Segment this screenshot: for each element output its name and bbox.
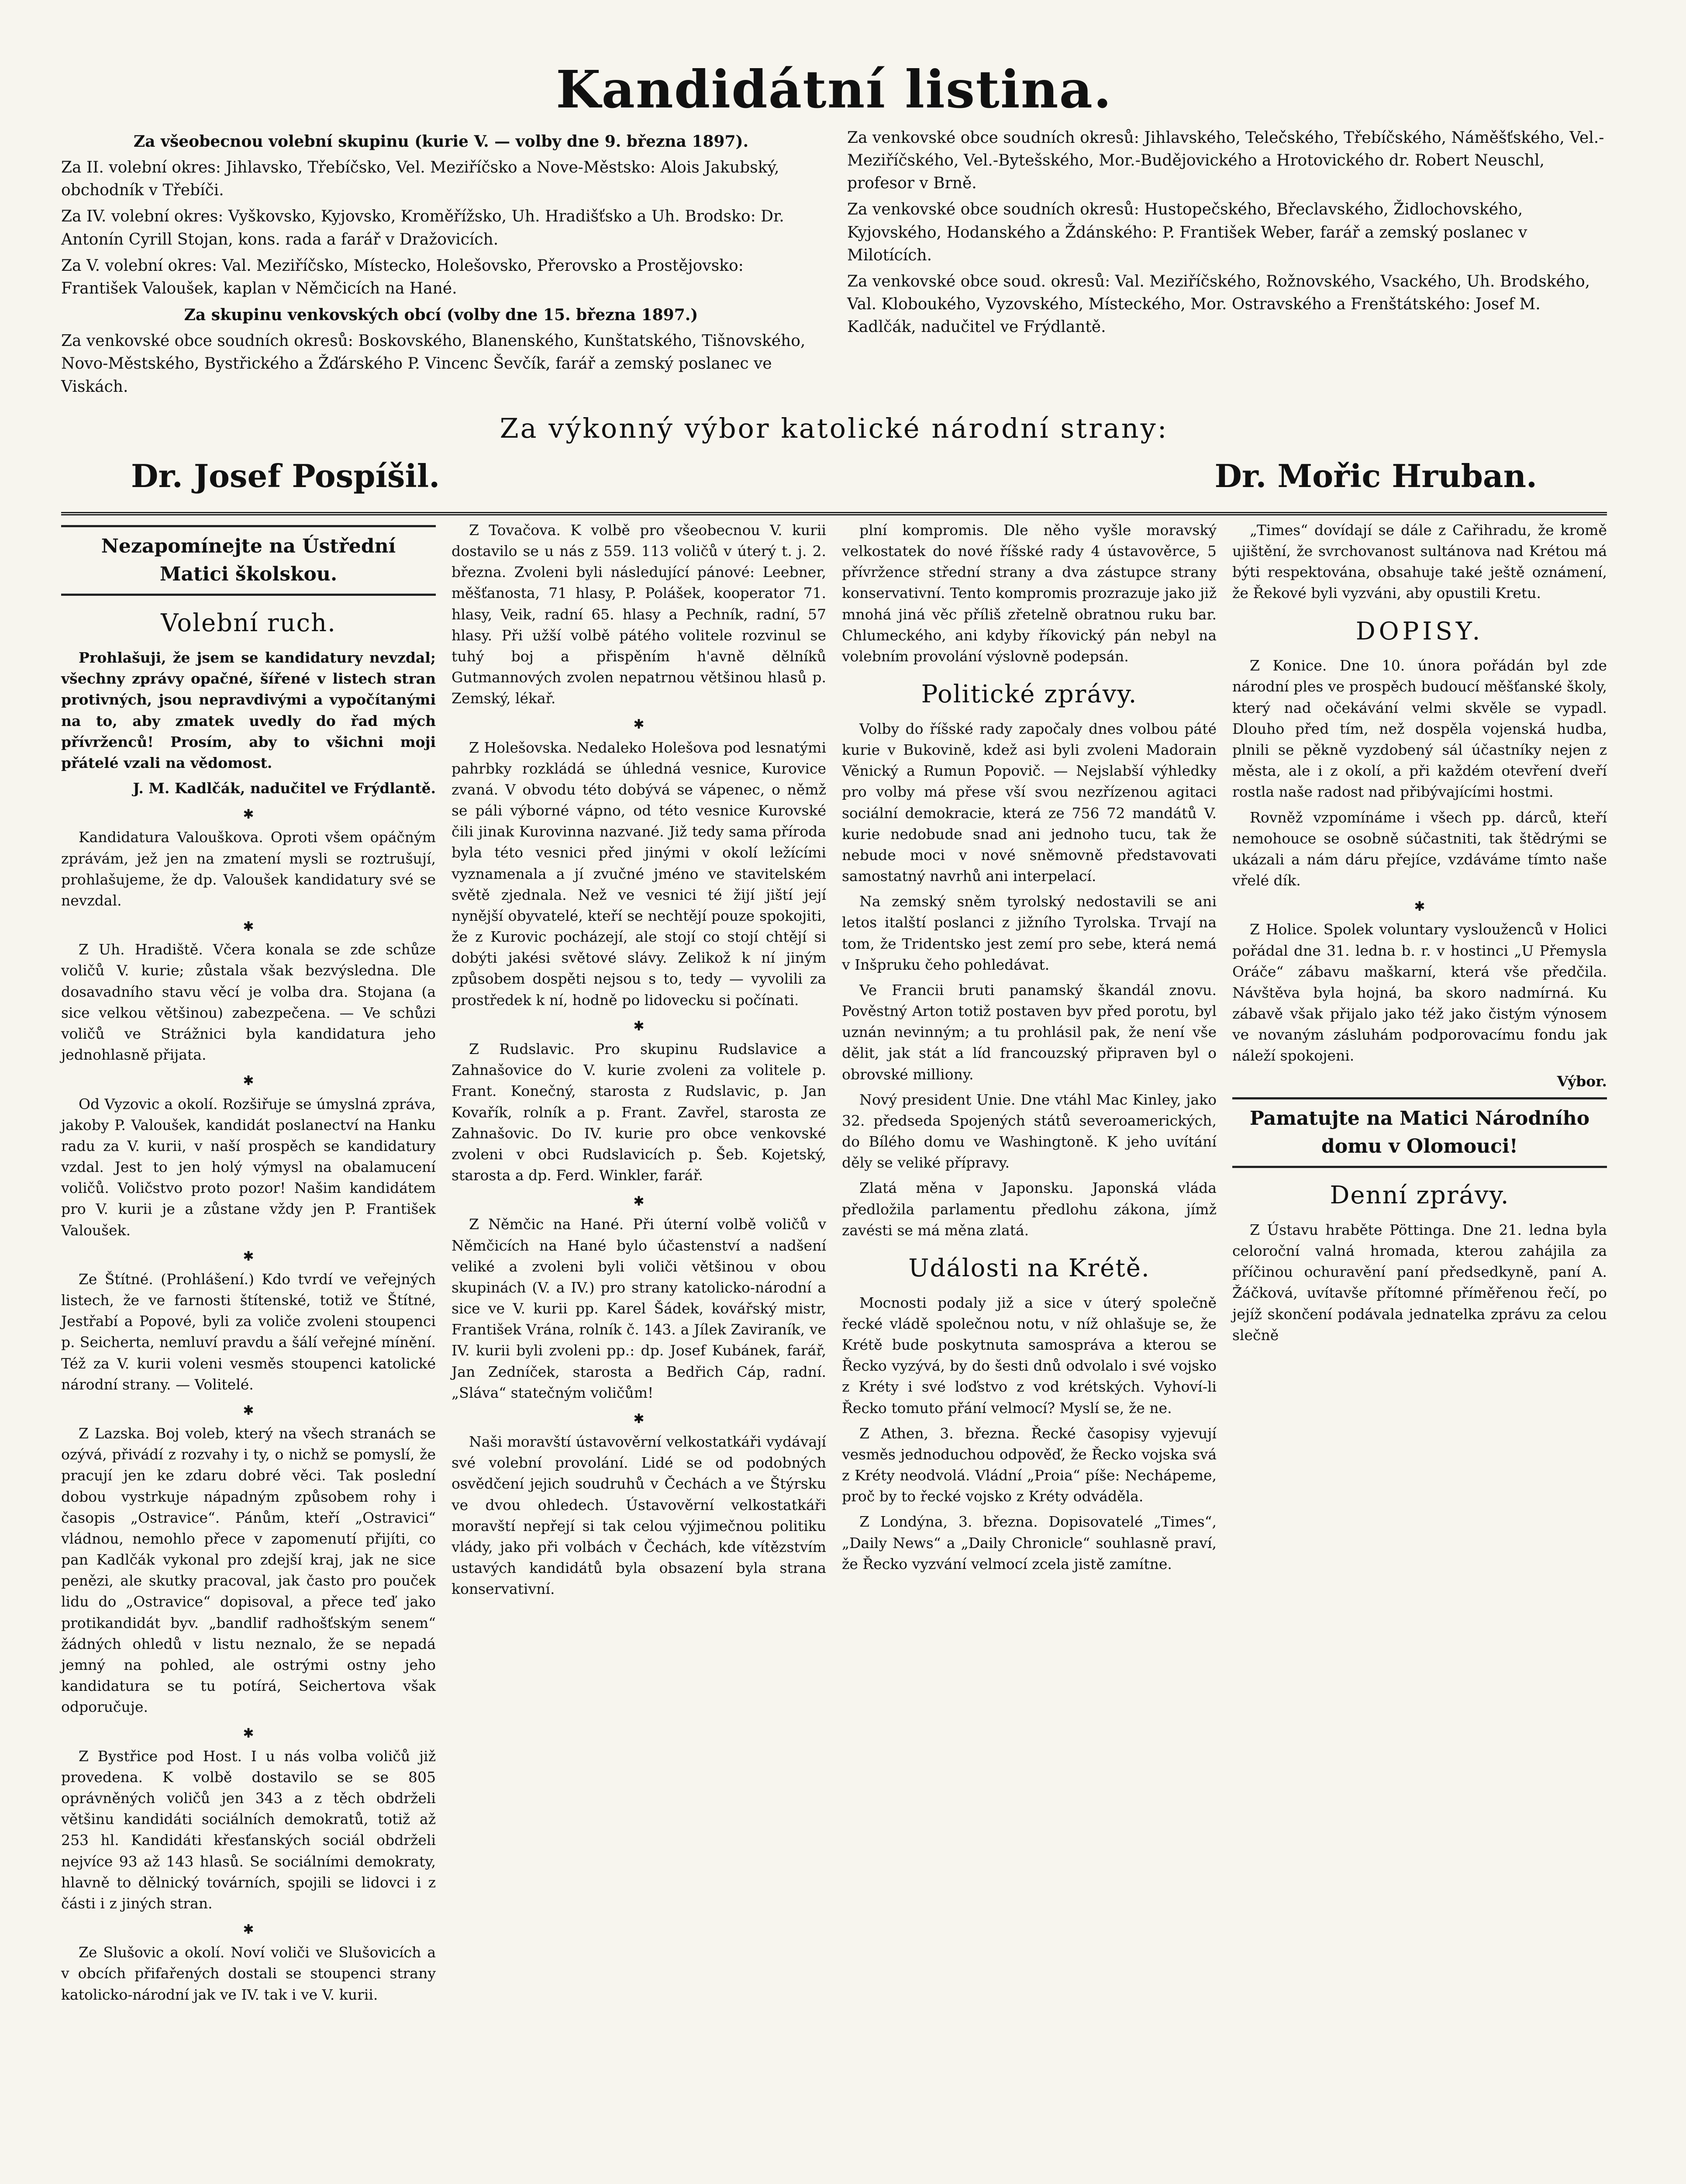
- candidate-entry: Za IV. volební okres: Vyškovsko, Kyjovsko, Kroměřížsko, Uh. Hradišťsko a Uh. Brodsko: Dr. Antonín Cyrill Stojan, kons. rada a farář v Dražovicích.: [61, 207, 784, 249]
- article-paragraph: Zlatá měna v Japonsku. Japonská vláda předložila parlamentu předlohu zákona, jímž zavésti se má měna zlatá.: [842, 1179, 1217, 1239]
- article-paragraph: Z Londýna, 3. března. Dopisovatelé „Times“, „Daily News“ a „Daily Chronicle“ souhlasně praví, že Řecko vyzvání velmocí zcela jistě zamítne.: [842, 1513, 1217, 1572]
- separator-star-icon: ✱: [243, 919, 254, 935]
- article-paragraph: Ze Slušovic a okolí. Noví voliči ve Slušovicích a v obcích přifařených dostali se stoupenci strany katolicko-národní jak ve IV. tak i ve V. kurii.: [61, 1944, 436, 2003]
- separator-star-icon: ✱: [243, 1248, 254, 1264]
- article-paragraph: Nový president Unie. Dne vtáhl Mac Kinley, jako 32. předseda Spojených států severoamerických, do Bílého domu ve Washingtoně. K jeho uvítání děly se veliké přípravy.: [842, 1091, 1217, 1171]
- article-paragraph: Prohlašuji, že jsem se kandidatury nevzdal; všechny zprávy opačné, šířené v listech stran protivných, jsou nepravdivými a vypočítanými na to, aby zmatek uvedly do řad mých přívrženců! Prosím, aby to všichni moji přátelé vzali na vědomost.: [61, 649, 436, 771]
- column-3: [842, 520, 1217, 2010]
- section-heading: Volební ruch.: [161, 609, 336, 638]
- article-paragraph: Z Tovačova. K volbě pro všeobecnou V. kurii dostavilo se u nás z 559. 113 voličů v úterý t. j. 2. března. Zvoleni byli následující pánové: Leebner, měšťanosta, 71 hlasy, P. Polášek, kooperator 71. hlasy, Veik, radní 65. hlasy a Pechník, radní, 57 hlasy. Při užší volbě pátého volitele rozvinul se tuhý boj a přispěním h'avně dělníků Gutmannových zvolen nepatrnou většinou hlasů p. Zemský, lékař.: [452, 521, 826, 707]
- article-signature: Výbor.: [1557, 1072, 1607, 1090]
- section-heading: Politické zprávy.: [921, 680, 1138, 709]
- article-paragraph: plní kompromis. Dle něho vyšle moravský velkostatek do nové říšské rady 4 ústavověrce, 5 přívržence střední strany a dva zástupce strany konservativní. Tento kompromis prozrazuje jako již mnohá jiná věc příliš zřetelně obratnou ruku bar. Chlumeckého, ani kdyby říkovický pán nebyl na volebním provolání výslovně podepsán.: [842, 521, 1217, 665]
- separator-star-icon: ✱: [633, 717, 645, 733]
- candidate-entry: Za venkovské obce soudních okresů: Hustopečského, Břeclavského, Židlochovského, Kyjovského, Hodanského a Ždánského: P. František Weber, farář a zemský poslanec v Milotících.: [847, 200, 1527, 264]
- article-paragraph: Ve Francii bruti panamský škandál znovu. Pověstný Arton totiž postaven byv před porotu, byl uznán nevinným; a tu prohlásil pak, že není vše dělit, jak stát a líd francouzský připraven byl o obrovské milliony.: [842, 981, 1217, 1083]
- article-paragraph: Z Rudslavic. Pro skupinu Rudslavice a Zahnašovice do V. kurie zvoleni za volitele p. Frant. Konečný, starosta z Rudslavic, p. Jan Kovařík, rolník a p. Frant. Zavřel, starosta ze Zahnašovic. Do IV. kurie pro obce venkovské zvoleni v obci Rudslavicích p. Šeb. Kojetský, starosta a dp. Ferd. Winkler, farář.: [452, 1040, 826, 1184]
- separator-star-icon: ✱: [243, 1922, 254, 1938]
- notice-box: Nezapomínejte na Ústřední Matici školskou.: [61, 525, 436, 596]
- newspaper-page: [61, 61, 1607, 2184]
- article-signature: J. M. Kadlčák, nadučitel ve Frýdlantě.: [133, 780, 436, 797]
- separator-star-icon: ✱: [243, 807, 254, 822]
- committee-line: Za výkonný výbor katolické národní strany:: [500, 412, 1169, 444]
- section-heading: DOPISY.: [1355, 617, 1484, 646]
- article-paragraph: Volby do říšské rady započaly dnes volbou páté kurie v Bukovině, kdež asi byli zvoleni Madorain Věnický a Rumun Popovič. — Nejslabší výhledky pro volby má přese vší svou nezřízenou agitaci sociální demokracie, která ze 756 72 mandátů V. kurie nedobude snad ani jednoho tucu, tak že nebude moci v nové sněmovně představovati samostatný navrhů ani interpelací.: [842, 720, 1217, 885]
- candidate-entry: Za venkovské obce soudních okresů: Jihlavského, Telečského, Třebíčského, Náměšťského, Vel.-Meziříčského, Vel.-Bytešského, Mor.-Budějovického a Hrotovického dr. Robert Neuschl, profesor v Brně.: [847, 128, 1604, 193]
- article-paragraph: Z Lazska. Boj voleb, který na všech stranách se ozývá, přivádí z rozvahy i ty, o nichž se pomyslí, že pracují jen ke zdaru dobré věci. Tak poslední dobou vystrkuje nápadným způsobem rohy i časopis „Ostravice“. Pánům, kteří „Ostravici“ vládnou, nemohlo přece v zapomenutí přijíti, co pan Kadlčák vykonal pro zdejší kraj, jak ne sice penězi, ale skutky pracoval, jak často pro pouček lidu do „Ostravice“ dopisoval, a přece teď jako protikandidát byv. „bandlif radhošťským senem“ žádných ohledů v listu neznalo, že se nepadá jemný na pohled, ale ostrými ostny jeho kandidatura se tu potírá, Seichertova však odporučuje.: [61, 1425, 436, 1716]
- article-paragraph: Z Uh. Hradiště. Včera konala se zde schůze voličů V. kurie; zůstala však bezvýsledna. Dle dosavadního stavu věcí je volba dra. Stojana (a sice velkou většinou) zabezpečena. — Ve schůzi voličů ve Strážnici byla kandidatura jeho jednohlasně přijata.: [61, 941, 436, 1064]
- masthead-title: Kandidátní listina.: [555, 59, 1113, 120]
- candidate-entry: Za II. volební okres: Jihlavsko, Třebíčsko, Vel. Meziříčsko a Nove-Městsko: Alois Jakubský, obchodník v Třebíči.: [61, 158, 779, 200]
- article-paragraph: Z Ústavu hraběte Pöttinga. Dne 21. ledna byla celoroční valná hromada, kterou zahájila za příčinou ochuravění paní předsedkyně, paní A. Žáčková, uvítavše přítomné příměřenou řečí, po jejíž skončení podávala jednatelka zprávu za celou slečně: [1232, 1221, 1607, 1344]
- article-paragraph: Od Vyzovic a okolí. Rozšiřuje se úmyslná zpráva, jakoby P. Valoušek, kandidát poslanectví na Hanku radu za V. kurii, v naší prospěch se kandidatury vzdal. Jest to jen holý výmysl na obalamucení voličů. Voličstvo proto pozor! Našim kandidátem pro V. kurii je a zůstane vždy jen P. František Valoušek.: [61, 1095, 436, 1239]
- candidate-group-1: Za všeobecnou volební skupinu (kurie V. — volby dne 9. března 1897).: [133, 132, 749, 151]
- divider: [61, 512, 1607, 515]
- separator-star-icon: ✱: [633, 1194, 645, 1209]
- separator-star-icon: ✱: [1414, 899, 1425, 915]
- signatory-right: Dr. Mořic Hruban.: [1214, 457, 1537, 494]
- article-paragraph: Rovněž vzpomínáme i všech pp. dárců, kteří nemohouce se osobně súčastniti, tak štědrými se ukázali a nám dáru přejíce, vzdáváme tímto naše vřelé dík.: [1232, 809, 1607, 889]
- column-1: [61, 520, 436, 2010]
- separator-star-icon: ✱: [243, 1725, 254, 1741]
- article-paragraph: Ze Štítné. (Prohlášení.) Kdo tvrdí ve veřejných listech, že ve farnosti štítenské, totiž ve Štítné, Jestřabí a Popové, byli za voliče zvoleni stoupenci p. Seicherta, nemluví pravdu a šálí veřejné mínění. Též za V. kurii voleni vesměs stoupenci katolické národní strany. — Volitelé.: [61, 1270, 436, 1393]
- article-columns: [61, 520, 1607, 2010]
- section-heading: Události na Krétě.: [908, 1254, 1150, 1282]
- separator-star-icon: ✱: [633, 1018, 645, 1034]
- candidate-list-right: [847, 127, 1607, 402]
- column-2: [452, 520, 826, 2010]
- column-4: [1232, 520, 1607, 2010]
- candidate-entry: Za V. volební okres: Val. Meziříčsko, Místecko, Holešovsko, Přerovsko a Prostějovsko: František Valoušek, kaplan v Němčicích na Hané.: [61, 256, 744, 297]
- article-paragraph: „Times“ dovídají se dále z Cařihradu, že kromě ujištění, že svrchovanost sultánova nad Krétou má býti respektována, obsahuje také ještě oznámení, že Řekové byli vyzváni, aby opustili Kretu.: [1232, 521, 1607, 602]
- candidate-list: [61, 127, 1607, 402]
- candidate-group-2: Za skupinu venkovských obcí (volby dne 15. března 1897.): [184, 306, 698, 325]
- candidate-entry: Za venkovské obce soud. okresů: Val. Meziříčského, Rožnovského, Vsackého, Uh. Brodského, Val. Kloboukého, Vyzovského, Místeckého, Mor. Ostravského a Frenštátského: Josef M. Kadlčák, nadučitel ve Frýdlantě.: [847, 272, 1590, 336]
- article-paragraph: Mocnosti podaly již a sice v úterý společně řecké vládě společnou notu, v níž ohlašuje se, že Krétě bude poskytnuta samospráva a kterou se Řecko vyzývá, by do šesti dnů odvolalo i své vojsko z Kréty i své loďstvo z vod krétských. Vyhoví-li Řecko tomuto přání velmocí? Myslí se, že ne.: [842, 1294, 1217, 1417]
- article-paragraph: Z Holice. Spolek voluntary vyslouženců v Holici pořádal dne 31. ledna b. r. v hostinci „U Přemysla Oráče“ zábavu maškarní, která vše předčila. Návštěva byla hojná, ba skoro nadmírná. Ku zábavě však přijalo jako též jako čistým výnosem ve novaným zásluhám podporovacímu fondu jak náleží spokojeni.: [1232, 921, 1607, 1064]
- notice-box: Pamatujte na Matici Národního domu v Olomouci!: [1232, 1097, 1607, 1168]
- section-heading: Denní zprávy.: [1330, 1181, 1510, 1210]
- article-paragraph: Z Konice. Dne 10. února pořádán byl zde národní ples ve prospěch budoucí měšťanské školy, který nad očekávání velmi skvěle se vypadl. Dlouho před tím, než dospěla vojenská hudba, plnili se pěkně vyzdobený sál účastníky nejen z města, ale i z okolí, a při každém otevření dveří rostla naše radost nad přibývajícími hostmi.: [1232, 657, 1607, 801]
- article-paragraph: Kandidatura Valouškova. Oproti všem opáčným zprávám, jež jen na zmatení mysli se roztrušují, prohlašujeme, že dp. Valoušek kandidatury své se nevzdal.: [61, 829, 436, 909]
- article-paragraph: Z Athen, 3. března. Řecké časopisy vyjevují vesměs jednoduchou odpověď, že Řecko vojska svá z Kréty neodvolá. Vládní „Proia“ píše: Nechápeme, proč by to řecké vojsko z Kréty odváděla.: [842, 1424, 1217, 1505]
- separator-star-icon: ✱: [243, 1403, 254, 1418]
- article-paragraph: Z Holešovska. Nedaleko Holešova pod lesnatými pahrbky rozkládá se úhledná vesnice, Kurovice zvaná. V obvodu této dobývá se vápenec, o němž se páli výborné vápno, od této vesnice Kurovské čili jinak Kurovinna nazvané. Již tedy sama příroda byla této vesnici před jinými v okolí ležícími vyznamenala a jí zvučné jméno ve stavitelském světě zjednala. Než ve vesnici té žijí jiští její nynější obyvatelé, kteří se nechtějí pouze spokojiti, že z Kurovic pocházejí, ale stojí co stojí chtějí si dobýti jakési světové slávy. Zelikož k ní jiným způsobem dospěti nejsou s to, tedy — vyvolili za prostředek k ní, hodně po lidovecku si počínati.: [452, 739, 826, 1009]
- signatories: [61, 457, 1607, 494]
- separator-star-icon: ✱: [633, 1411, 645, 1427]
- candidate-list-left: [61, 127, 821, 402]
- article-paragraph: Naši moravští ústavověrní velkostatkáři vydávají své volební provolání. Lidé se od podobných osvědčení jejich soudruhů v Čechách a ve Štýrsku ve dvou ohledech. Ústavověrní velkostatkáři moravští nepřejí si tak celou výjimečnou politiku vlády, jako při volbách v Čechách, kde vítězstvím ustavých kandidátů byla obsazení byla strana konservativní.: [452, 1433, 826, 1598]
- signatory-left: Dr. Josef Pospíšil.: [131, 457, 440, 494]
- article-paragraph: Z Bystřice pod Host. I u nás volba voličů již provedena. K volbě dostavilo se se 805 oprávněných voličů jen 343 a z těch obdrželi většinu kandidáti sociálních demokratů, totiž až 253 hl. Kandidáti křesťanských sociál obdrželi nejvíce 93 až 143 hlasů. Se sociálními demokraty, hlavně to dělnický továrních, spojili se lidovci i z části i z jiných stran.: [61, 1747, 436, 1912]
- article-paragraph: Z Němčic na Hané. Při úterní volbě voličů v Němčicích na Hané bylo účastenství a nadšení veliké a zvoleni byli voliči většinou v obou skupinách (V. a IV.) pro strany katolicko-národní a sice ve V. kurii pp. Karel Šádek, kovářský mistr, František Vrána, rolník č. 143. a Jílek Zaviraník, ve IV. kurii byli zvoleni pp.: dp. Josef Kubánek, farář, Jan Zedníček, starosta a Bedřich Cáp, radní. „Sláva“ statečným voličům!: [452, 1216, 826, 1401]
- article-paragraph: Na zemský sněm tyrolský nedostavili se ani letos italští poslanci z jižního Tyrolska. Trvají na tom, že Tridentsko jest zemí pro sebe, která nemá v Inšpruku čeho pohledávat.: [842, 893, 1217, 973]
- separator-star-icon: ✱: [243, 1073, 254, 1089]
- candidate-entry: Za venkovské obce soudních okresů: Boskovského, Blanenského, Kunštatského, Tišnovského, Novo-Městského, Bystřického a Žďárského P. Vincenc Ševčík, farář a zemský poslanec ve Viskách.: [61, 332, 806, 396]
